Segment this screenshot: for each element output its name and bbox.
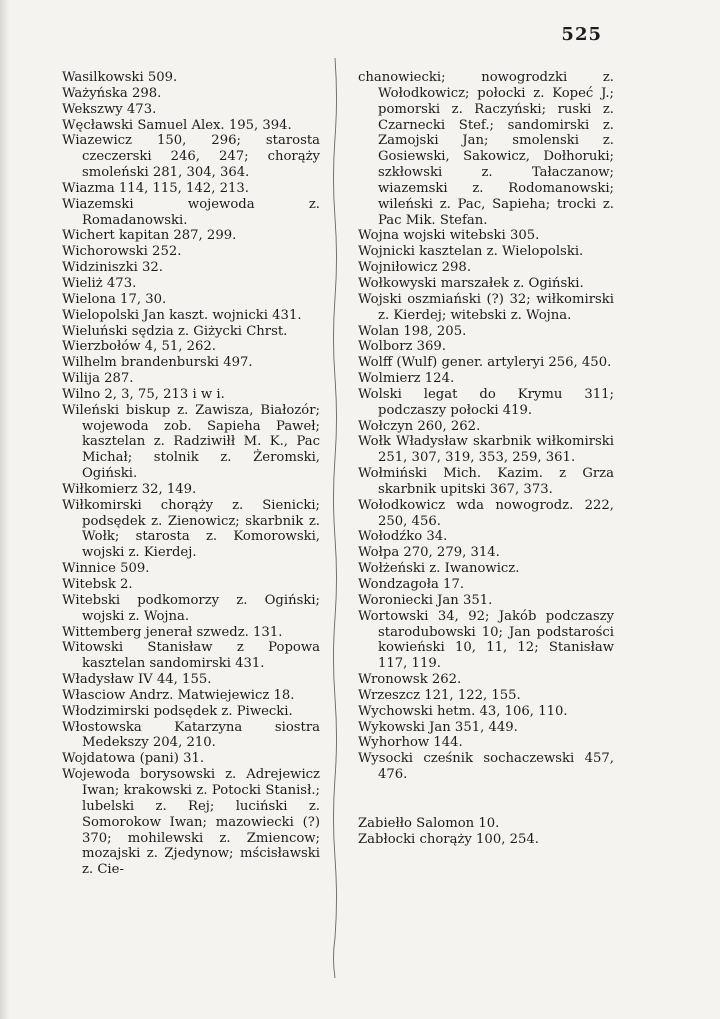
index-entry: Wittemberg jenerał szwedz. 131. <box>62 624 283 640</box>
index-entry: Wołk Władysław skarbnik wiłkomirski 251, 307, 319, 353, 259, 361. <box>358 434 614 466</box>
index-entry: Wiłkomirski chorąży z. Sienicki; podsędek z. Zienowicz; skarbnik z. Wołk; starosta z. Komorowski, wojski z. Kierdej. <box>62 497 320 561</box>
index-entry: Wileński biskup z. Zawisza, Białozór; wojewoda zob. Sapieha Paweł; kasztelan z. Radziwiłł M. K., Pac Michał; stolnik z. Żeromski, Ogiński. <box>62 402 320 482</box>
page-edge-shadow <box>0 0 10 1019</box>
index-entry: Włostowska Katarzyna siostra Medekszy 204, 210. <box>62 719 320 751</box>
index-entry: Wielona 17, 30. <box>62 291 167 307</box>
index-entry: Wołczyn 260, 262. <box>358 418 481 434</box>
index-entry: Wolski legat do Krymu 311; podczaszy połocki 419. <box>358 386 614 418</box>
index-entry: Wondzagoła 17. <box>358 577 465 592</box>
index-entry: Wysocki cześnik sochaczewski 457, 476. <box>358 751 614 783</box>
page-number: 525 <box>561 24 602 45</box>
index-entry: Wieliż 473. <box>62 275 137 291</box>
index-entry: Wieluński sędzia z. Giżycki Chrst. <box>62 323 288 339</box>
index-entry: Zabłocki chorąży 100, 254. <box>358 831 539 847</box>
index-entry: Wojdatowa (pani) 31. <box>62 751 205 767</box>
index-entry: Wielopolski Jan kaszt. wojnicki 431. <box>62 307 302 323</box>
index-entry: Wolff (Wulf) gener. artyleryi 256, 450. <box>358 355 612 371</box>
index-entry: Wojna wojski witebski 305. <box>358 228 540 244</box>
index-entry: Woroniecki Jan 351. <box>358 592 493 608</box>
index-entry: Wronowsk 262. <box>358 672 462 688</box>
column-divider <box>331 58 339 978</box>
index-entry: Widziniszki 32. <box>62 260 163 276</box>
index-entry: Winnice 509. <box>62 561 150 577</box>
index-entry: Wołodkowicz wda nowogrodz. 222, 250, 456. <box>358 497 614 529</box>
index-entry: Wołpa 270, 279, 314. <box>358 545 500 561</box>
index-entry: Wichert kapitan 287, 299. <box>62 228 237 244</box>
index-entry: Wołmiński Mich. Kazim. z Grza skarbnik upitski 367, 373. <box>358 466 614 497</box>
index-entry: Wolmierz 124. <box>358 371 455 387</box>
index-entry: Wołodźko 34. <box>358 529 448 545</box>
index-entry: Wiazewicz 150, 296; starosta czeczerski 246, 247; chorąży smoleński 281, 304, 364. <box>62 133 320 181</box>
index-entry: Wołkowyski marszałek z. Ogiński. <box>358 275 584 291</box>
index-entry: Węcławski Samuel Alex. 195, 394. <box>62 117 292 133</box>
index-entry: Wolborz 369. <box>358 339 447 355</box>
index-entry: Własciow Andrz. Matwiejewicz 18. <box>62 687 295 703</box>
index-entry: Wykowski Jan 351, 449. <box>358 719 518 735</box>
index-entry: Wekszwy 473. <box>62 101 157 117</box>
index-entry: Wołżeński z. Iwanowicz. <box>358 561 520 577</box>
index-entry: Wortowski 34, 92; Jakób podczaszy starodubowski 10; Jan podstarości kowieński 10, 11, 12; Stanisław 117, 119. <box>358 608 614 672</box>
index-entry: Wojnicki kasztelan z. Wielopolski. <box>358 244 584 260</box>
index-entry: Wilhelm brandenburski 497. <box>62 355 253 371</box>
index-entry: Wilno 2, 3, 75, 213 i w i. <box>62 386 225 402</box>
index-entry: Wrzeszcz 121, 122, 155. <box>358 687 521 703</box>
index-entry: Wiłkomierz 32, 149. <box>62 481 197 497</box>
index-entry: Włodzimirski podsędek z. Piwecki. <box>62 703 293 719</box>
index-column-right <box>358 70 614 848</box>
index-entry: Witowski Stanisław z Popowa kasztelan sandomirski 431. <box>62 640 320 672</box>
section-gap <box>358 783 614 816</box>
index-entry: chanowiecki; nowogrodzki z. Wołodkowicz; połocki z. Kopeć J.; pomorski z. Raczyński; ruski z. Czarnecki Stef.; sandomirski z. Zamojski Jan; smolenski z. Gosiewski, Sakowicz, Dołhoruki; szkłowski z. Tałaczanow; wiazemski z. Rodomanowski; wileński z. Pac, Sapieha; trocki z. Pac Mik. Stefan. <box>358 70 614 228</box>
index-entry: Wichorowski 252. <box>62 244 182 260</box>
index-entry: Witebsk 2. <box>62 577 133 592</box>
index-entry: Ważyńska 298. <box>62 85 162 101</box>
index-entry: Wojewoda borysowski z. Adrejewicz Iwan; krakowski z. Potocki Stanisł.; lubelski z. Rej; luciński z. Somorokow Iwan; mazowiecki (?) 370; mohilewski z. Zmiencow; mozajski z. Zjedynow; mścisławski z. Cie- <box>62 767 320 878</box>
index-entry: Witebski podkomorzy z. Ogiński; wojski z. Wojna. <box>62 592 320 624</box>
index-entry: Władysław IV 44, 155. <box>62 672 212 688</box>
index-entry: Wojniłowicz 298. <box>358 260 472 276</box>
index-entry: Wojski oszmiański (?) 32; wiłkomirski z. Kierdej; witebski z. Wojna. <box>358 291 614 323</box>
index-entry: Wiazemski wojewoda z. Romadanowski. <box>62 196 320 228</box>
index-entry: Wasilkowski 509. <box>62 70 178 85</box>
index-entry: Zabiełło Salomon 10. <box>358 815 500 831</box>
index-entry: Wilija 287. <box>62 371 134 387</box>
index-entry: Wyhorhow 144. <box>358 735 463 751</box>
index-entry: Wiazma 114, 115, 142, 213. <box>62 180 249 196</box>
index-column-left <box>62 70 320 878</box>
index-entry: Wychowski hetm. 43, 106, 110. <box>358 703 568 719</box>
index-entry: Wierzbołów 4, 51, 262. <box>62 339 216 355</box>
index-entry: Wolan 198, 205. <box>358 323 467 339</box>
